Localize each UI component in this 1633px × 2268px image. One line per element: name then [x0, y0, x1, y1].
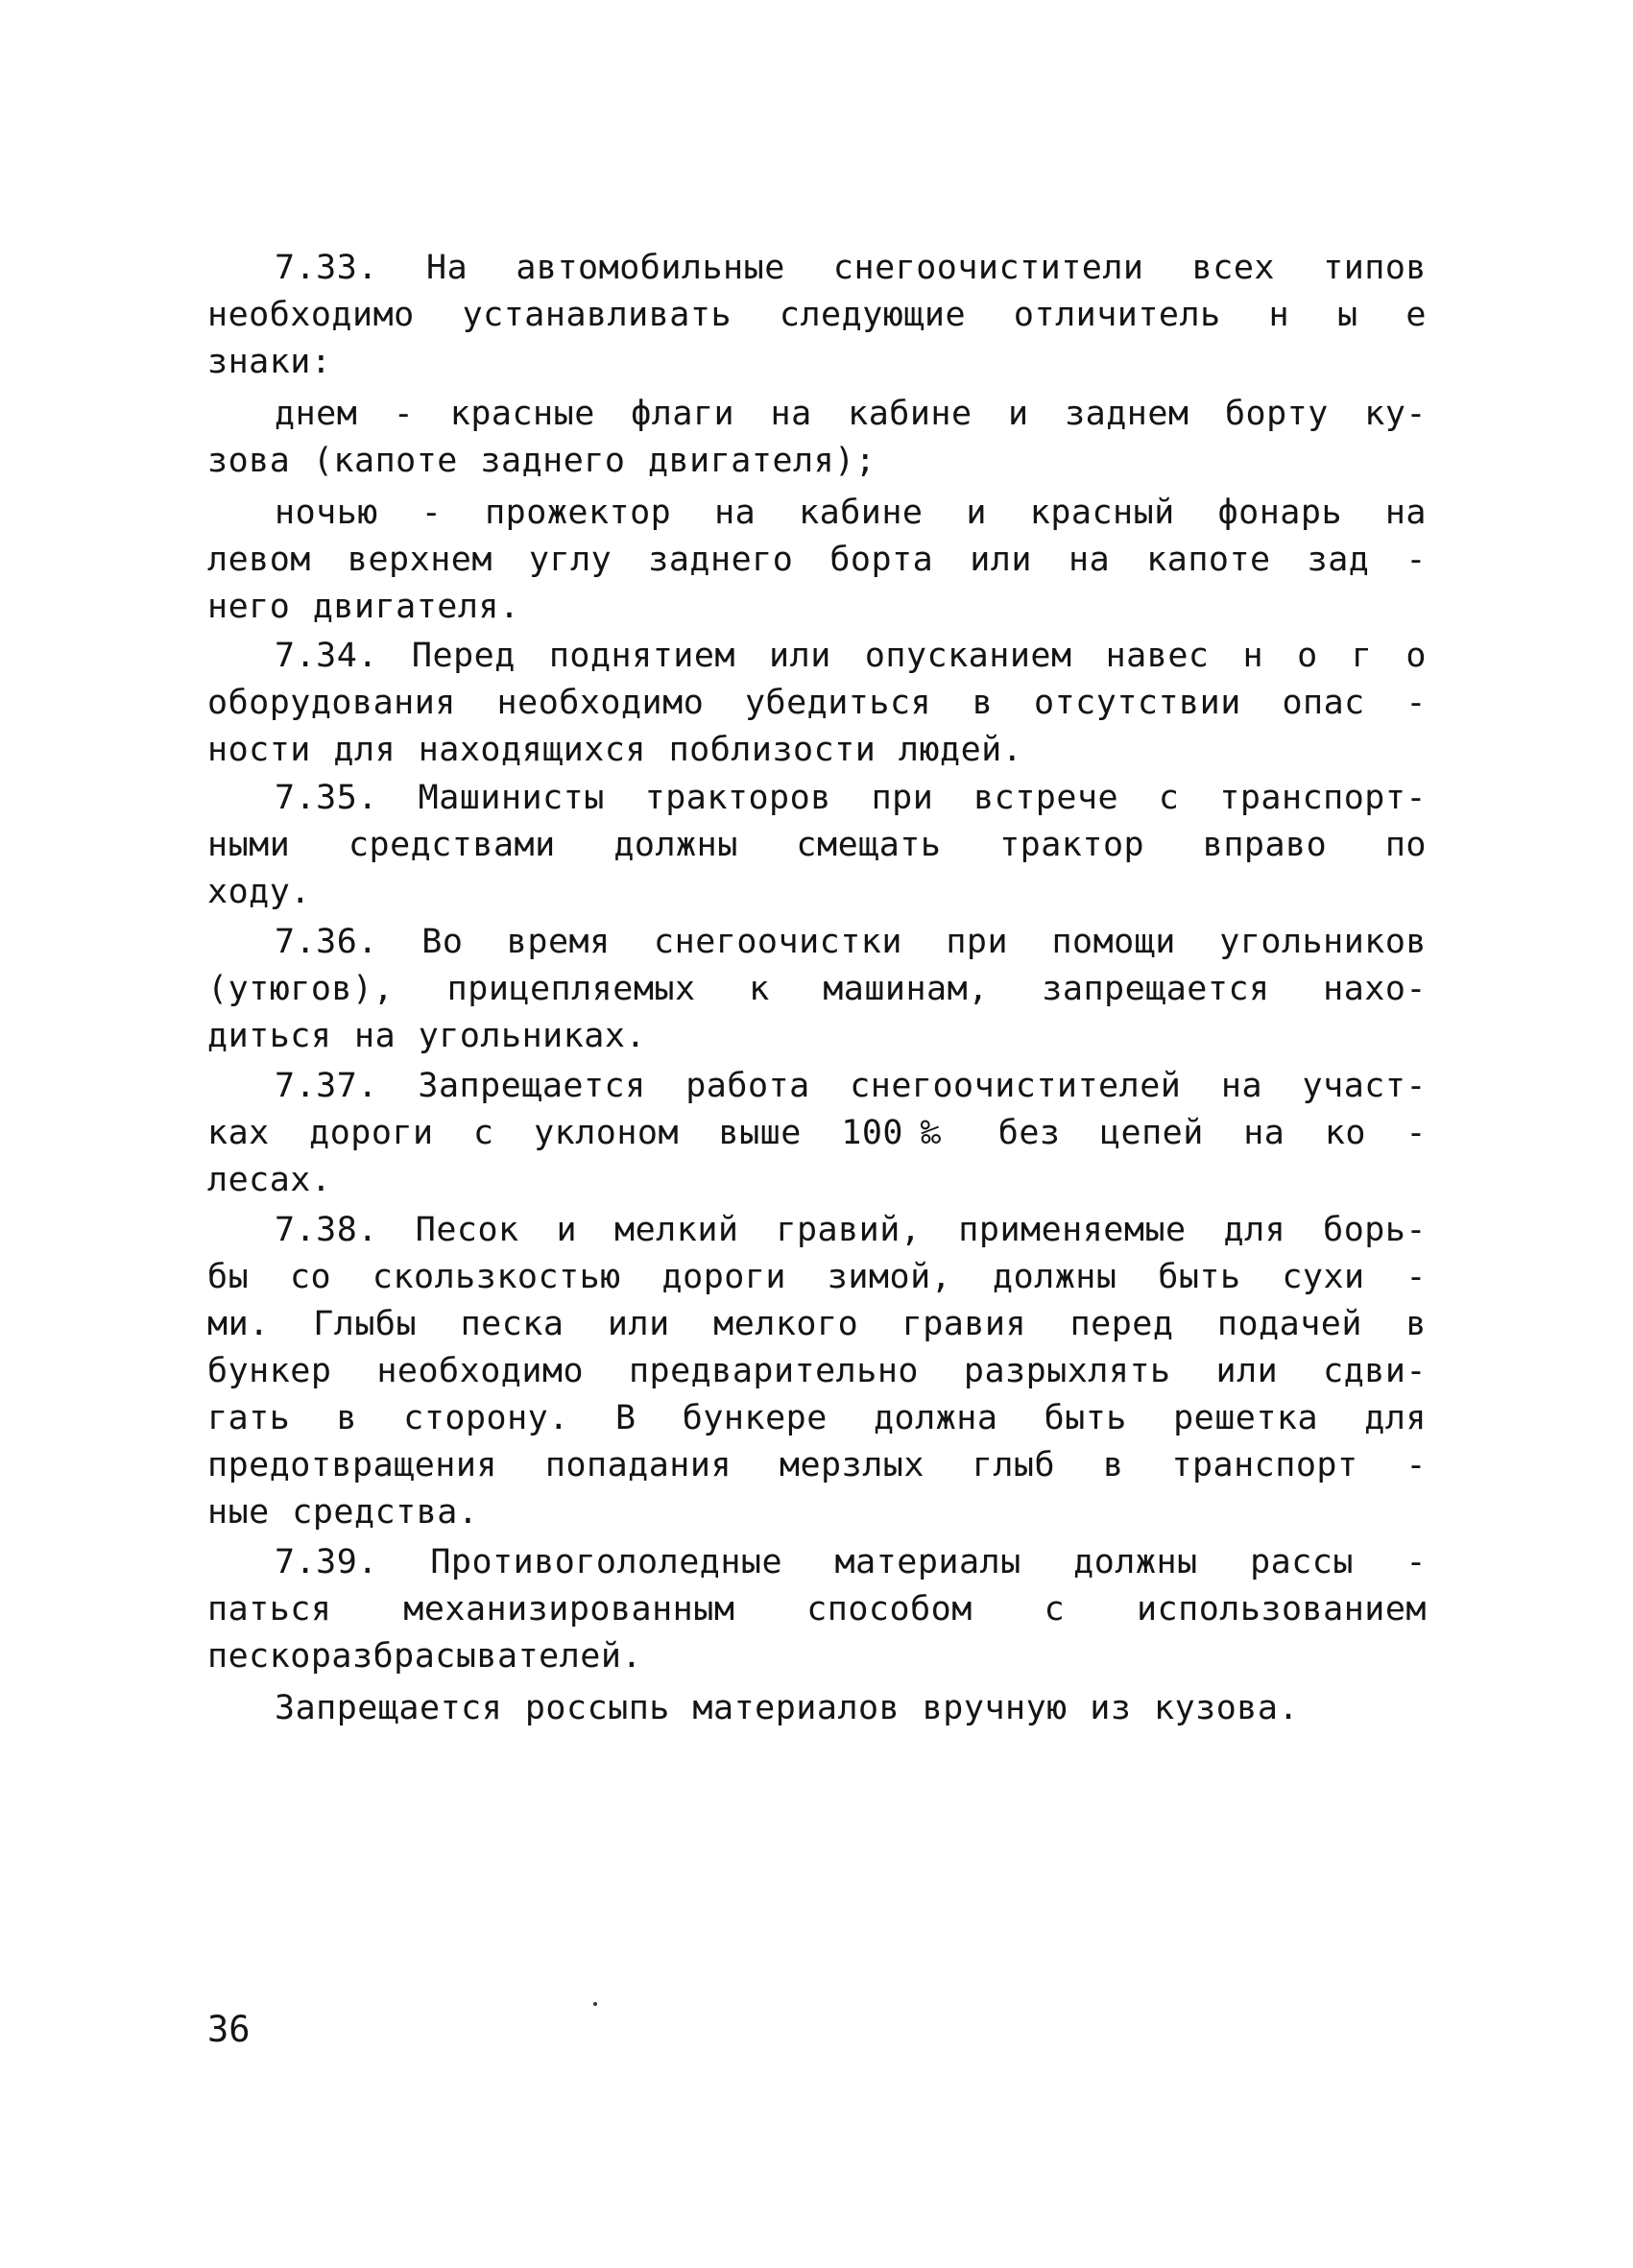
text-line-31: Запрещается россыпь материалов вручную из кузова.: [275, 1689, 1300, 1727]
text-line-13: ными средствами должны смещать трактор вправо по: [207, 826, 1427, 864]
text-line-29: паться механизированным способом с использованием: [207, 1590, 1427, 1629]
text-line-12: 7.35. Машинисты тракторов при встрече с транспорт-: [275, 779, 1427, 817]
text-line-7: левом верхнем углу заднего борта или на капоте зад -: [207, 541, 1427, 579]
text-line-22: бы со скользкостью дороги зимой, должны быть сухи -: [207, 1258, 1427, 1296]
text-line-26: предотвращения попадания мерзлых глыб в транспорт -: [207, 1446, 1427, 1484]
text-line-28: 7.39. Противогололедные материалы должны рассы -: [275, 1543, 1427, 1581]
text-line-11: ности для находящихся поблизости людей.: [207, 731, 1023, 769]
page-number: 36: [207, 2009, 251, 2050]
text-line-30: пескоразбрасывателей.: [207, 1637, 643, 1676]
scan-speck: [593, 2002, 597, 2006]
text-line-15: 7.36. Во время снегоочистки при помощи угольников: [275, 923, 1427, 961]
text-line-21: 7.38. Песок и мелкий гравий, применяемые для борь-: [275, 1211, 1427, 1249]
text-line-2: необходимо устанавливать следующие отличитель н ы е: [207, 296, 1427, 334]
text-line-27: ные средства.: [207, 1493, 479, 1532]
text-line-9: 7.34. Перед поднятием или опусканием навес н о г о: [275, 637, 1427, 675]
text-line-24: бункер необходимо предварительно разрыхлять или сдви-: [207, 1352, 1427, 1390]
text-line-8: него двигателя.: [207, 588, 520, 626]
text-line-20: лесах.: [207, 1161, 332, 1199]
text-line-16: (утюгов), прицепляемых к машинам, запрещается нахо-: [207, 970, 1427, 1008]
text-line-25: гать в сторону. В бункере должна быть решетка для: [207, 1399, 1427, 1437]
text-line-18: 7.37. Запрещается работа снегоочистителей на участ-: [275, 1067, 1427, 1105]
text-line-3: знаки:: [207, 343, 332, 381]
text-line-10: оборудования необходимо убедиться в отсутствии опас -: [207, 684, 1427, 722]
text-line-6: ночью - прожектор на кабине и красный фонарь на: [275, 494, 1427, 532]
text-line-17: диться на угольниках.: [207, 1017, 647, 1055]
text-line-14: ходу.: [207, 873, 311, 911]
text-line-1: 7.33. На автомобильные снегоочистители всех типов: [275, 249, 1427, 287]
text-line-19: ках дороги с уклоном выше 100‰ без цепей на ко -: [207, 1114, 1427, 1152]
text-line-5: зова (капоте заднего двигателя);: [207, 442, 877, 480]
text-line-23: ми. Глыбы песка или мелкого гравия перед подачей в: [207, 1305, 1427, 1343]
text-line-4: днем - красные флаги на кабине и заднем борту ку-: [275, 395, 1427, 433]
